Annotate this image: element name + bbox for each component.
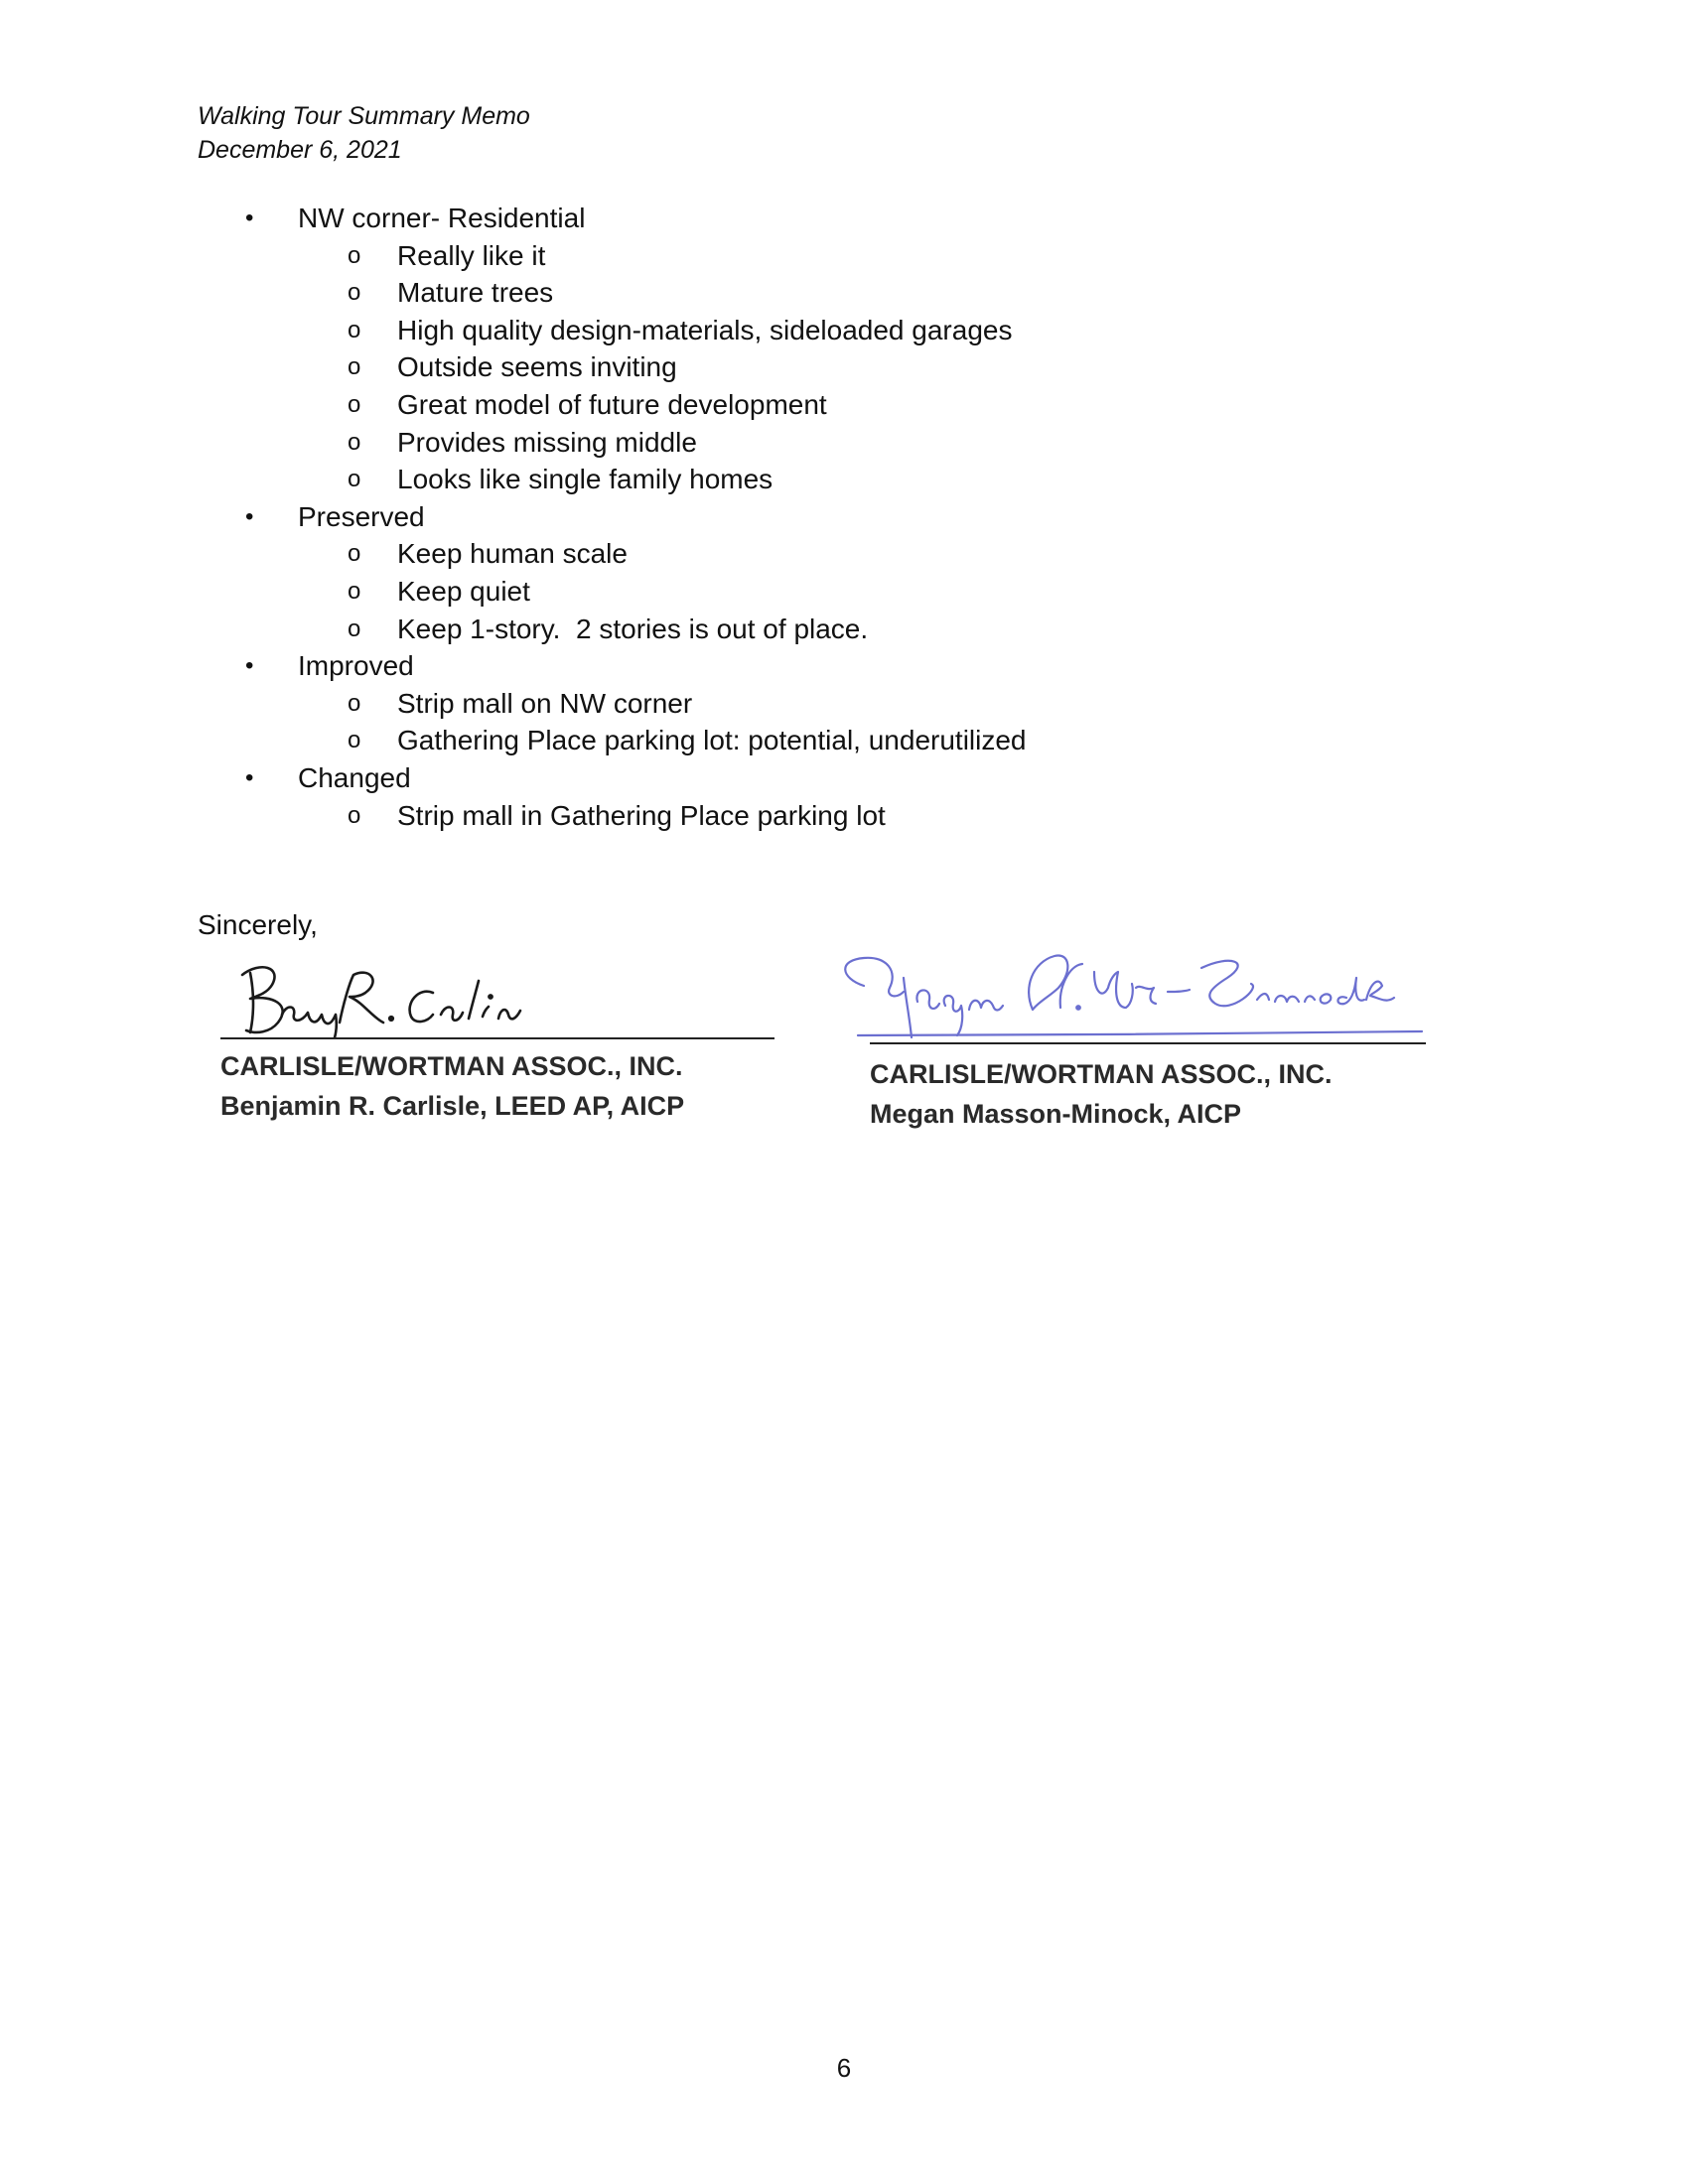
outline-subitem xyxy=(0,797,1291,835)
signature-block-masson-minock xyxy=(834,948,1430,1134)
outline-subitem-label: Keep human scale xyxy=(397,538,628,570)
sub-bullet-icon: o xyxy=(348,540,361,568)
sub-bullet-icon: o xyxy=(348,241,361,269)
summary-outline xyxy=(0,200,1291,834)
signature-line xyxy=(870,1042,1426,1044)
signature-line xyxy=(220,1037,774,1039)
closing-salutation: Sincerely, xyxy=(198,909,318,940)
sub-bullet-icon: o xyxy=(348,353,361,381)
outline-subitem-label: Provides missing middle xyxy=(397,426,697,458)
outline-subitem-label: Really like it xyxy=(397,239,546,271)
sub-bullet-icon: o xyxy=(348,577,361,605)
outline-item-label: Improved xyxy=(298,650,414,682)
bullet-icon: • xyxy=(245,763,254,791)
signature-carlisle xyxy=(220,953,538,1037)
signatory-name: Benjamin R. Carlisle, LEED AP, AICP xyxy=(220,1091,685,1121)
outline-item-label: NW corner- Residential xyxy=(298,203,586,233)
outline-subitem-label: Keep 1-story. 2 stories is out of place. xyxy=(397,613,869,644)
signature-block-carlisle xyxy=(220,953,816,1126)
outline-subitem-label: Strip mall on NW corner xyxy=(397,687,693,719)
outline-item xyxy=(0,498,1291,536)
outline-subitem xyxy=(0,424,1291,462)
outline-subitem xyxy=(0,722,1291,759)
outline-subitem-label: Looks like single family homes xyxy=(397,464,774,495)
outline-subitem-label: High quality design-materials, sideloaded garages xyxy=(397,314,1013,345)
memo-title: Walking Tour Summary Memo xyxy=(198,102,530,130)
outline-subitem-label: Mature trees xyxy=(397,277,554,309)
outline-subitem xyxy=(0,461,1291,498)
outline-subitem xyxy=(0,237,1291,275)
outline-subitem-label: Strip mall in Gathering Place parking lot xyxy=(397,799,886,831)
sub-bullet-icon: o xyxy=(348,316,361,343)
sub-bullet-icon: o xyxy=(348,689,361,717)
page-number: 6 xyxy=(836,2053,852,2083)
outline-item xyxy=(0,200,1291,237)
sub-bullet-icon: o xyxy=(348,390,361,418)
signatory-firm: CARLISLE/WORTMAN ASSOC., INC. xyxy=(220,1051,683,1081)
outline-subitem xyxy=(0,611,1291,648)
outline-item-label: Changed xyxy=(298,761,411,793)
outline-item-label: Preserved xyxy=(298,500,425,532)
outline-subitem xyxy=(0,274,1291,312)
sub-bullet-icon: o xyxy=(348,614,361,642)
outline-subitem xyxy=(0,685,1291,723)
outline-subitem xyxy=(0,573,1291,611)
memo-header xyxy=(198,99,530,167)
memo-date: December 6, 2021 xyxy=(198,136,402,164)
sub-bullet-icon: o xyxy=(348,801,361,829)
outline-subitem-label: Great model of future development xyxy=(397,388,827,420)
sub-bullet-icon: o xyxy=(348,727,361,754)
bullet-icon: • xyxy=(245,205,254,231)
outline-subitem xyxy=(0,312,1291,349)
signatory-name: Megan Masson-Minock, AICP xyxy=(870,1099,1242,1129)
outline-subitem-label: Gathering Place parking lot: potential, underutilized xyxy=(397,725,1027,756)
outline-item xyxy=(0,759,1291,797)
sub-bullet-icon: o xyxy=(348,466,361,493)
sub-bullet-icon: o xyxy=(348,428,361,456)
sub-bullet-icon: o xyxy=(348,279,361,307)
outline-subitem xyxy=(0,386,1291,424)
outline-subitem xyxy=(0,348,1291,386)
bullet-icon: • xyxy=(245,502,254,530)
outline-item xyxy=(0,647,1291,685)
outline-subitem xyxy=(0,535,1291,573)
signatory-firm: CARLISLE/WORTMAN ASSOC., INC. xyxy=(870,1059,1333,1089)
outline-subitem-label: Outside seems inviting xyxy=(397,351,677,383)
bullet-icon: • xyxy=(245,652,254,680)
signature-masson-minock xyxy=(834,948,1430,1042)
outline-subitem-label: Keep quiet xyxy=(397,575,530,607)
